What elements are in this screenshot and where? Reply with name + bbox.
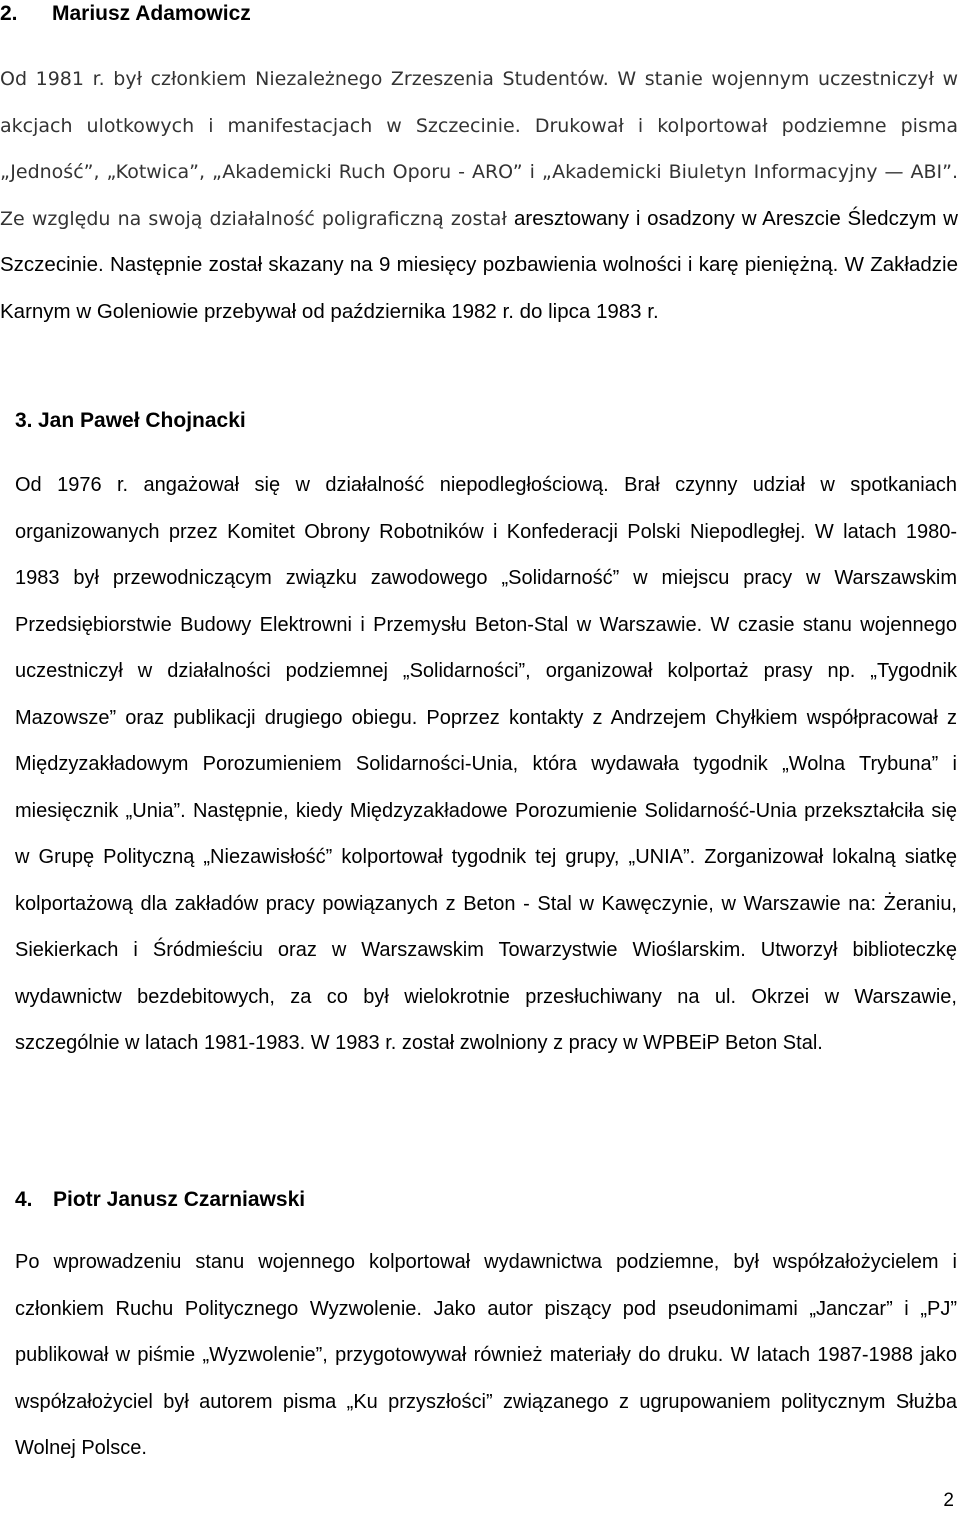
paragraph-part-b: aresztowany i osadzony w Areszcie Śledczym w Szczecinie. Następnie został skazany na 9 miesięcy pozbawienia wolności i karę pieniężną. W Zakładzie Karnym w Goleniowie przebywał od października 1982 r. do lipca 1983 r. <box>0 206 958 323</box>
section-heading-czarniawski <box>15 1187 305 1213</box>
paragraph-part-a: Od 1981 r. był członkiem Niezależnego Zrzeszenia Studentów. W stanie wojennym uczestniczył w akcjach ulotkowych i manifestacjach w Szczecinie. Drukował i kolportował podziemne pisma „Jedność”, „Kotwica”, „Akademicki Ruch Oporu - ARO” i „Akademicki Biuletyn Informacyjny — ABI”. Ze względu na swoją działalność poligraficzną został <box>0 68 958 230</box>
section-paragraph-czarniawski: Po wprowadzeniu stanu wojennego kolportował wydawnictwa podziemne, był współzałożycielem i członkiem Ruchu Politycznego Wyzwolenie. Jako autor piszący pod pseudonimami „Janczar” i „PJ” publikował w piśmie „Wyzwolenie”, przygotowywał również materiały do druku. W latach 1987-1988 jako współzałożyciel był autorem pisma „Ku przyszłości” związanego z ugrupowaniem politycznym Służba Wolnej Polsce. <box>15 1251 957 1459</box>
section-number: 3. <box>15 409 33 432</box>
section-heading-adamowicz <box>0 1 251 27</box>
section-heading-chojnacki <box>15 408 246 434</box>
section-number: 2. <box>0 2 18 25</box>
section-name: Piotr Janusz Czarniawski <box>53 1188 306 1211</box>
section-name: Mariusz Adamowicz <box>52 2 251 25</box>
page-number: 2 <box>943 1490 954 1511</box>
section-paragraph-adamowicz <box>0 56 958 336</box>
section-number: 4. <box>15 1188 33 1211</box>
section-paragraph-chojnacki: Od 1976 r. angażował się w działalność niepodległościową. Brał czynny udział w spotkaniach organizowanych przez Komitet Obrony Robotników i Konfederacji Polski Niepodległej. W latach 1980-1983 był przewodniczącym związku zawodowego „Solidarność” w miejscu pracy w Warszawskim Przedsiębiorstwie Budowy Elektrowni i Przemysłu Beton-Stal w Warszawie. W czasie stanu wojennego uczestniczył w działalności podziemnej „Solidarności”, organizował kolportaż prasy np. „Tygodnik Mazowsze” oraz publikacji drugiego obiegu. Poprzez kontakty z Andrzejem Chyłkiem współpracował z Międzyzakładowym Porozumieniem Solidarności-Unia, która wydawała tygodnik „Wolna Trybuna” i miesięcznik „Unia”. Następnie, kiedy Międzyzakładowe Porozumienie Solidarność-Unia przekształciła się w Grupę Polityczną „Niezawisłość” kolportował tygodnik tej grupy, „UNIA”. Zorganizował lokalną siatkę kolportażową dla zakładów pracy powiązanych z Beton - Stal w Kawęczynie, w Warszawie na: Żeraniu, Siekierkach i Śródmieściu oraz w Warszawskim Towarzystwie Wioślarskim. Utworzył biblioteczkę wydawnictw bezdebitowych, za co był wielokrotnie przesłuchiwany na ul. Okrzei w Warszawie, szczególnie w latach 1981-1983. W 1983 r. został zwolniony z pracy w WPBEiP Beton Stal. <box>15 474 957 1054</box>
section-name: Jan Paweł Chojnacki <box>38 409 246 432</box>
